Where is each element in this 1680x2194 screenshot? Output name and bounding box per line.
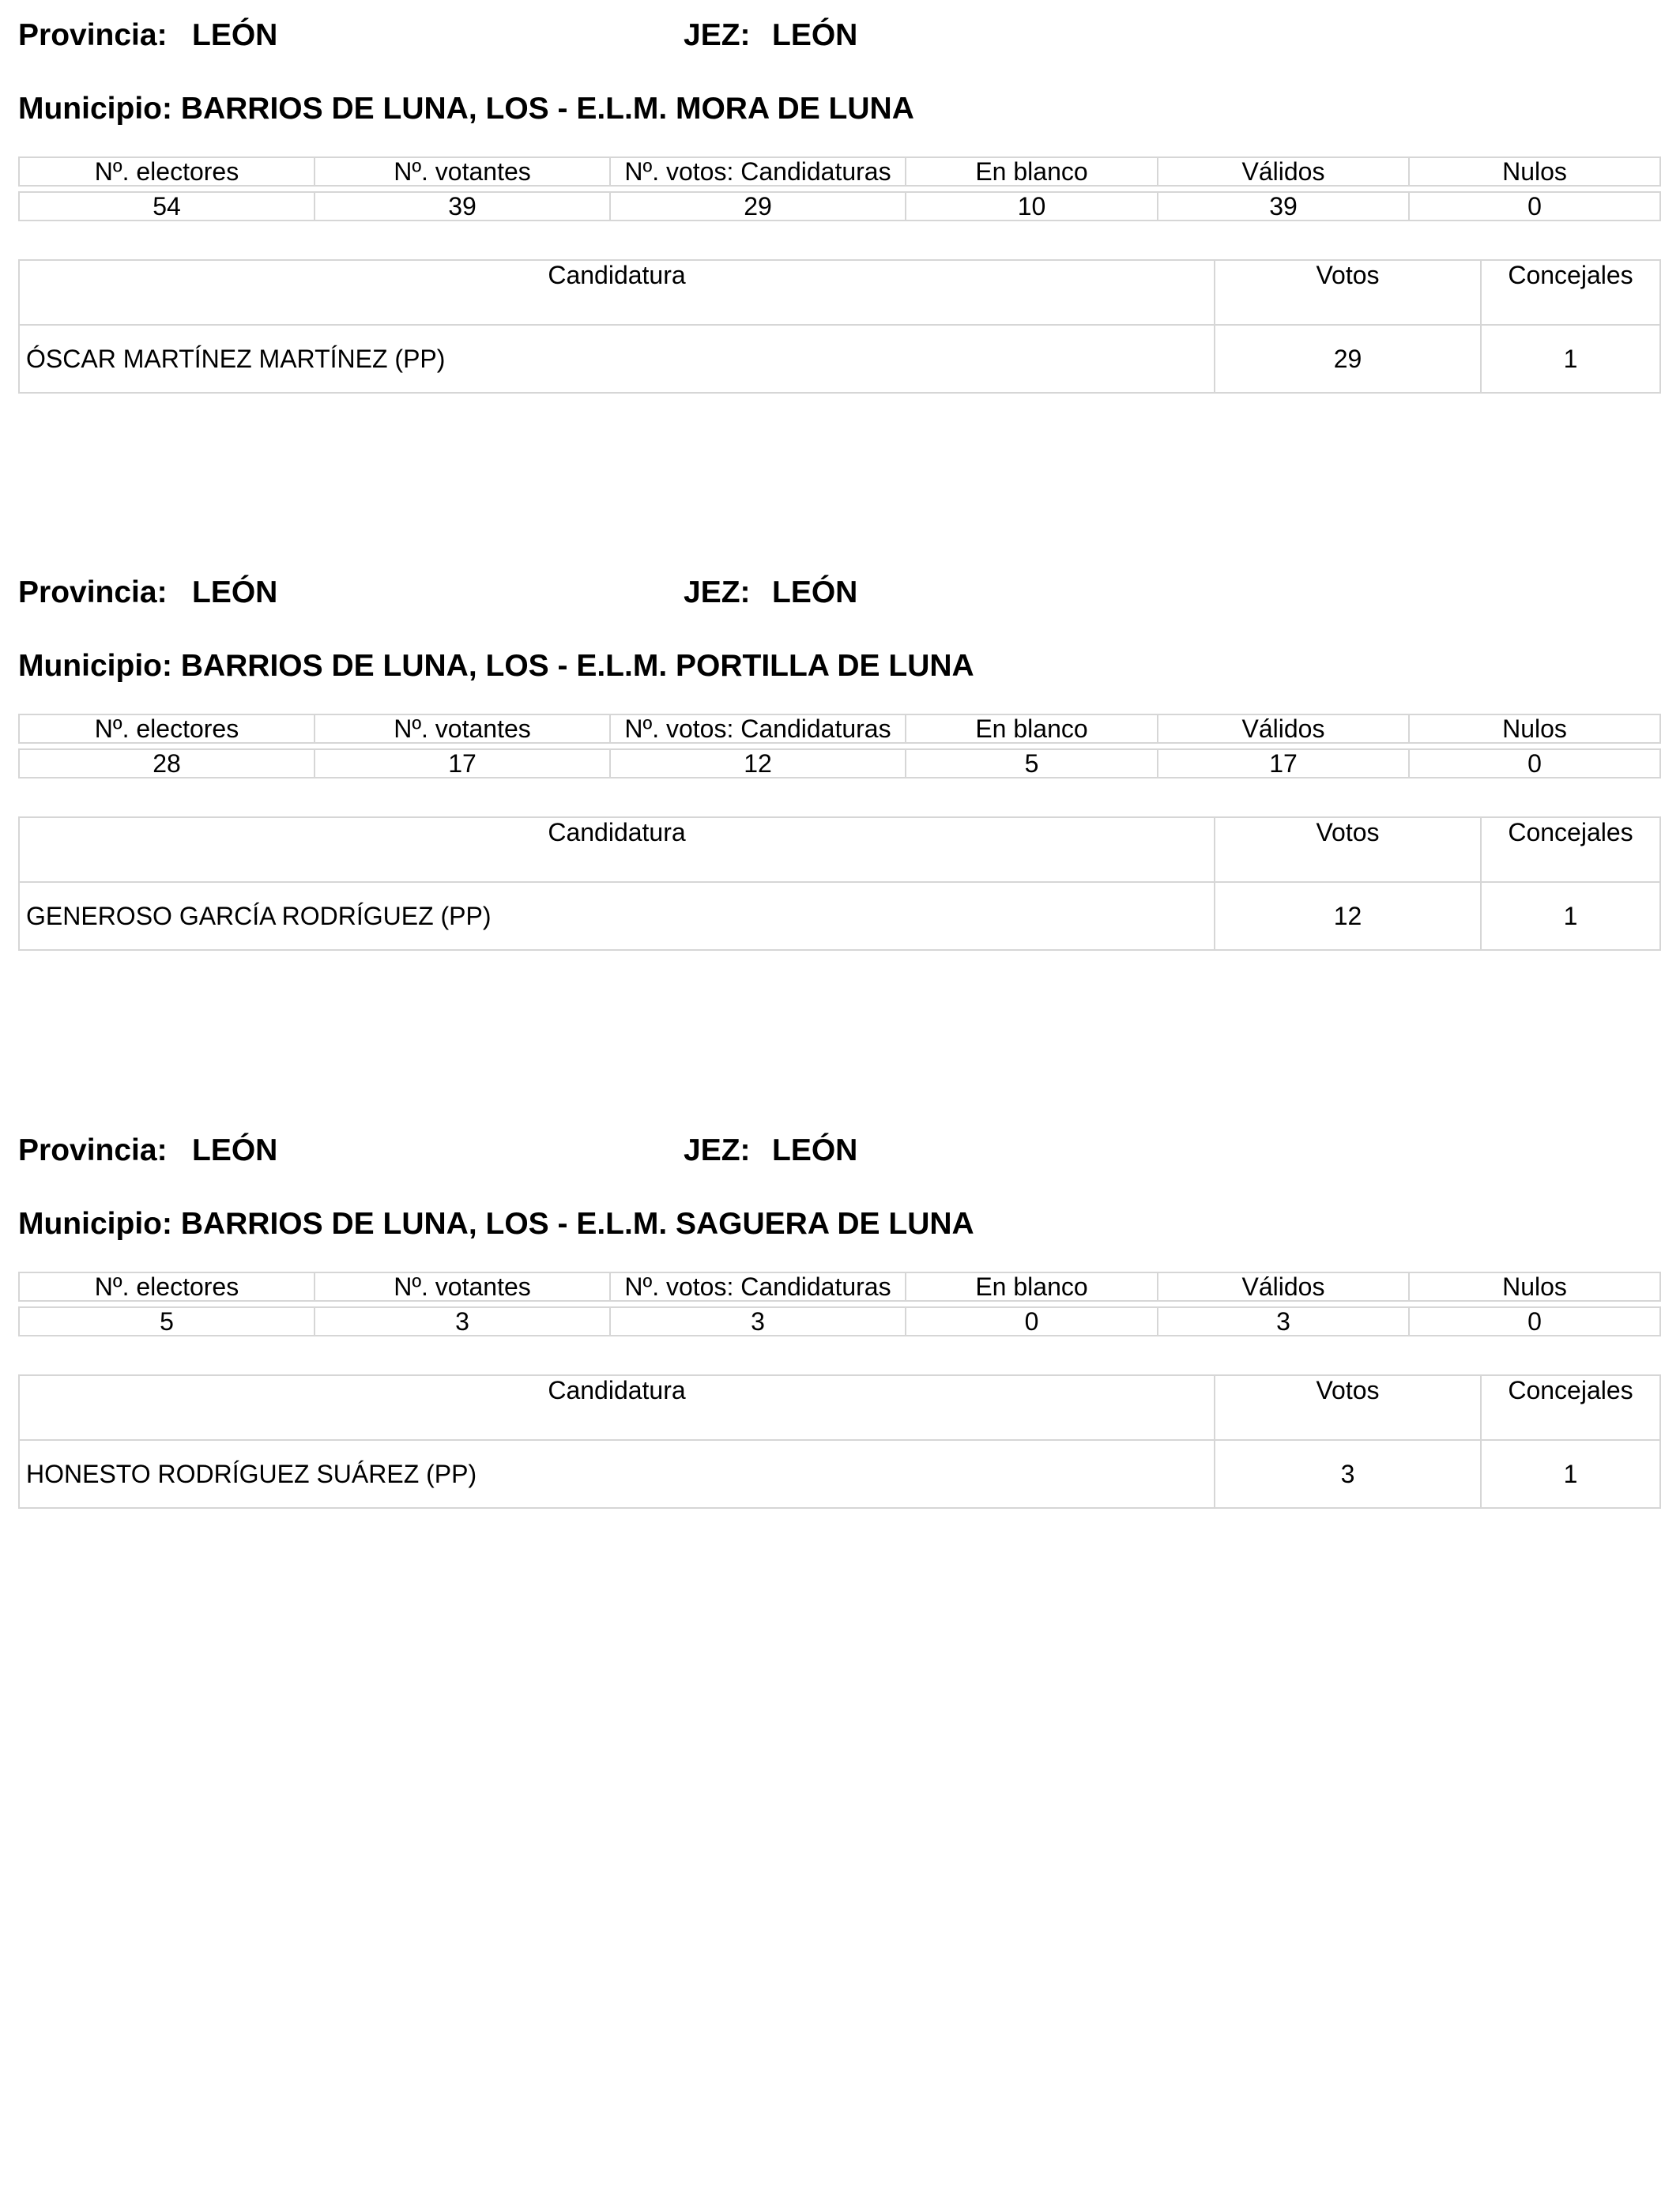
results-row — [19, 325, 1660, 393]
summary-header-cell: Válidos — [1158, 157, 1409, 186]
summary-header-cell: Nº. votos: Candidaturas — [610, 1272, 906, 1301]
province-header — [18, 1131, 1659, 1171]
results-header-cell: Concejales — [1481, 260, 1660, 325]
provincia-label: Provincia: — [18, 1133, 168, 1167]
results-header-cell: Concejales — [1481, 1375, 1660, 1440]
summary-header-cell: Válidos — [1158, 1272, 1409, 1301]
municipio-value: BARRIOS DE LUNA, LOS - E.L.M. MORA DE LUNA — [180, 92, 914, 126]
summary-header-cell: En blanco — [906, 157, 1158, 186]
summary-value-cell: 0 — [1409, 1307, 1660, 1336]
concejales-cell: 1 — [1481, 882, 1660, 950]
results-header-row — [19, 817, 1660, 882]
results-table — [18, 816, 1661, 951]
provincia-value: LEÓN — [192, 575, 278, 609]
summary-header-cell: Nº. votos: Candidaturas — [610, 157, 906, 186]
summary-header-cell: Nº. votantes — [315, 1272, 610, 1301]
jez-label: JEZ: — [684, 18, 751, 52]
results-table — [18, 1374, 1661, 1509]
municipio-label: Municipio: — [18, 92, 172, 126]
summary-header-cell: Nº. electores — [19, 1272, 315, 1301]
jez-value: LEÓN — [772, 1133, 858, 1167]
municipio-header — [18, 647, 1659, 686]
summary-table — [18, 714, 1661, 778]
results-header-cell: Votos — [1215, 260, 1481, 325]
summary-value-cell: 0 — [1409, 749, 1660, 778]
municipio-header — [18, 89, 1659, 129]
summary-value-cell: 29 — [610, 192, 906, 221]
municipio-label: Municipio: — [18, 649, 172, 683]
provincia-label: Provincia: — [18, 575, 168, 609]
summary-header-row — [19, 157, 1660, 186]
jez-label: JEZ: — [684, 1133, 751, 1167]
municipio-value: BARRIOS DE LUNA, LOS - E.L.M. SAGUERA DE LUNA — [180, 1207, 974, 1241]
summary-value-cell: 39 — [315, 192, 610, 221]
summary-header-cell: Nº. votantes — [315, 714, 610, 743]
results-header-cell: Candidatura — [19, 260, 1215, 325]
summary-header-cell: Válidos — [1158, 714, 1409, 743]
summary-value-row — [19, 749, 1660, 778]
summary-header-cell: Nulos — [1409, 714, 1660, 743]
summary-spacer — [19, 1301, 1660, 1307]
votos-cell: 12 — [1215, 882, 1481, 950]
results-header-row — [19, 260, 1660, 325]
provincia-value: LEÓN — [192, 18, 278, 52]
summary-header-row — [19, 1272, 1660, 1301]
results-header-cell: Votos — [1215, 1375, 1481, 1440]
summary-header-cell: Nº. electores — [19, 714, 315, 743]
summary-value-cell: 3 — [315, 1307, 610, 1336]
summary-value-row — [19, 192, 1660, 221]
summary-header-cell: Nº. votos: Candidaturas — [610, 714, 906, 743]
summary-value-cell: 3 — [1158, 1307, 1409, 1336]
concejales-cell: 1 — [1481, 325, 1660, 393]
results-row — [19, 1440, 1660, 1508]
summary-value-cell: 0 — [1409, 192, 1660, 221]
jez-value: LEÓN — [772, 18, 858, 52]
summary-value-cell: 12 — [610, 749, 906, 778]
summary-value-cell: 3 — [610, 1307, 906, 1336]
summary-table — [18, 156, 1661, 221]
candidatura-cell: ÓSCAR MARTÍNEZ MARTÍNEZ (PP) — [19, 325, 1215, 393]
summary-value-cell: 5 — [19, 1307, 315, 1336]
province-header — [18, 16, 1659, 55]
results-header-cell: Candidatura — [19, 817, 1215, 882]
summary-value-cell: 5 — [906, 749, 1158, 778]
summary-value-row — [19, 1307, 1660, 1336]
summary-header-cell: Nº. votantes — [315, 157, 610, 186]
results-header-cell: Candidatura — [19, 1375, 1215, 1440]
candidatura-cell: GENEROSO GARCÍA RODRÍGUEZ (PP) — [19, 882, 1215, 950]
summary-spacer — [19, 186, 1660, 192]
municipality-section — [18, 1131, 1659, 1526]
summary-header-cell: Nulos — [1409, 157, 1660, 186]
results-header-cell: Concejales — [1481, 817, 1660, 882]
results-row — [19, 882, 1660, 950]
municipality-section — [18, 573, 1659, 968]
summary-value-cell: 39 — [1158, 192, 1409, 221]
municipio-value: BARRIOS DE LUNA, LOS - E.L.M. PORTILLA DE LUNA — [180, 649, 974, 683]
summary-spacer — [19, 743, 1660, 749]
summary-value-cell: 17 — [1158, 749, 1409, 778]
candidatura-cell: HONESTO RODRÍGUEZ SUÁREZ (PP) — [19, 1440, 1215, 1508]
concejales-cell: 1 — [1481, 1440, 1660, 1508]
municipality-section — [18, 16, 1659, 411]
results-header-row — [19, 1375, 1660, 1440]
jez-value: LEÓN — [772, 575, 858, 609]
provincia-label: Provincia: — [18, 18, 168, 52]
summary-header-cell: En blanco — [906, 714, 1158, 743]
summary-header-cell: En blanco — [906, 1272, 1158, 1301]
provincia-value: LEÓN — [192, 1133, 278, 1167]
votos-cell: 29 — [1215, 325, 1481, 393]
votos-cell: 3 — [1215, 1440, 1481, 1508]
summary-value-cell: 0 — [906, 1307, 1158, 1336]
municipio-label: Municipio: — [18, 1207, 172, 1241]
results-table — [18, 259, 1661, 394]
summary-value-cell: 54 — [19, 192, 315, 221]
province-header — [18, 573, 1659, 613]
summary-table — [18, 1272, 1661, 1336]
results-header-cell: Votos — [1215, 817, 1481, 882]
summary-header-cell: Nulos — [1409, 1272, 1660, 1301]
municipio-header — [18, 1204, 1659, 1244]
summary-header-cell: Nº. electores — [19, 157, 315, 186]
summary-value-cell: 28 — [19, 749, 315, 778]
summary-value-cell: 17 — [315, 749, 610, 778]
jez-label: JEZ: — [684, 575, 751, 609]
summary-header-row — [19, 714, 1660, 743]
summary-value-cell: 10 — [906, 192, 1158, 221]
